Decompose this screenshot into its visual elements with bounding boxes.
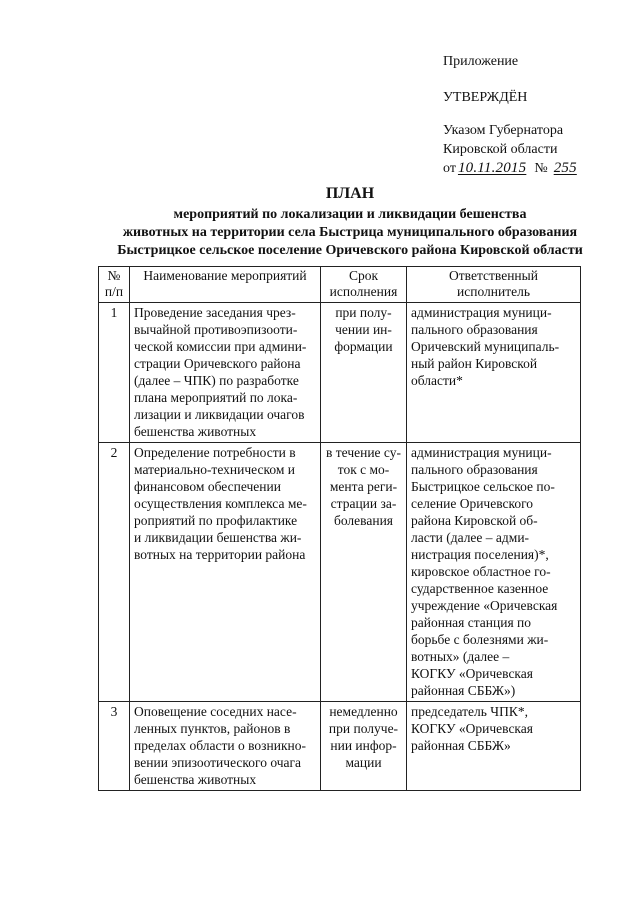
cell-line: немедленно	[329, 704, 398, 719]
cell-line: Наименование мероприятий	[143, 268, 307, 283]
cell-line: учреждение «Оричевская	[411, 598, 558, 613]
cell-line: Оричевский муниципаль-	[411, 339, 560, 354]
cell-line: Определение потребности в	[134, 445, 296, 460]
decree-number: 255	[553, 160, 577, 176]
table-row	[99, 443, 581, 702]
plan-subtitle-line-3: Быстрицкое сельское поселение Оричевского района Кировской области	[117, 243, 583, 258]
row-activity	[130, 303, 321, 443]
from-label: от	[443, 161, 456, 176]
row-activity	[130, 443, 321, 702]
cell-line: Проведение заседания чрез-	[134, 305, 296, 320]
cell-line: вычайной противоэпизооти-	[134, 322, 298, 337]
cell-line: и ликвидации бешенства жи-	[134, 530, 302, 545]
cell-line: формации	[334, 339, 393, 354]
cell-line: при полу-	[335, 305, 392, 320]
cell-line: нии инфор-	[330, 738, 397, 753]
cell-line: Ответственный	[449, 268, 538, 283]
header-exec	[407, 267, 581, 303]
cell-line: администрация муници-	[411, 445, 552, 460]
plan-table	[98, 266, 581, 791]
plan-subtitle-line-2: животных на территории села Быстрица муниципального образования	[122, 225, 578, 240]
cell-line: кировское областное го-	[411, 564, 551, 579]
cell-line: мента реги-	[329, 479, 398, 494]
cell-line: материально-техническом и	[134, 462, 295, 477]
appendix-label: Приложение	[443, 54, 519, 69]
cell-line: бешенства животных	[134, 772, 257, 787]
cell-line: пределах области о возникно-	[134, 738, 306, 753]
cell-line: исполнитель	[457, 284, 530, 299]
cell-line: ленных пунктов, районов в	[134, 721, 291, 736]
cell-line: бешенства животных	[134, 424, 257, 439]
decree-date-number	[443, 159, 577, 178]
cell-line: Срок	[348, 268, 379, 283]
cell-line: лизации и ликвидации очагов	[134, 407, 305, 422]
row-term	[321, 443, 407, 702]
cell-line: (далее – ЧПК) по разработке	[134, 373, 299, 388]
plan-heading: ПЛАН	[325, 185, 375, 202]
approved-label: УТВЕРЖДЁН	[443, 90, 528, 105]
row-executor	[407, 443, 581, 702]
cell-line: администрация муници-	[411, 305, 552, 320]
header-term	[321, 267, 407, 303]
approval-block	[443, 52, 577, 178]
cell-line: ласти (далее – адми-	[411, 530, 530, 545]
plan-title-block	[60, 184, 640, 260]
cell-line: ческой комиссии при админи-	[134, 339, 307, 354]
cell-line: ток с мо-	[337, 462, 390, 477]
table-row	[99, 303, 581, 443]
row-activity	[130, 702, 321, 791]
row-number: 2	[99, 443, 130, 702]
cell-line: мации	[345, 755, 382, 770]
cell-line: в течение су-	[326, 445, 401, 460]
cell-line: страции за-	[330, 496, 397, 511]
cell-line: осуществления комплекса ме-	[134, 496, 307, 511]
cell-line: вении эпизоотического очага	[134, 755, 302, 770]
cell-line: вотных на территории района	[134, 547, 306, 562]
cell-line: страции Оричевского района	[134, 356, 301, 371]
cell-line: болевания	[333, 513, 394, 528]
cell-line: вотных» (далее –	[411, 649, 510, 664]
cell-line: пального образования	[411, 462, 538, 477]
cell-line: борьбе с болезнями жи-	[411, 632, 549, 647]
cell-line: сударственное казенное	[411, 581, 549, 596]
cell-line: Быстрицкое сельское по-	[411, 479, 555, 494]
decree-date: 10.11.2015	[457, 160, 527, 176]
cell-line: финансовом обеспечении	[134, 479, 281, 494]
cell-line: Оповещение соседних насе-	[134, 704, 297, 719]
plan-subtitle-line-1: мероприятий по локализации и ликвидации бешенства	[173, 207, 527, 222]
cell-line: п/п	[104, 284, 124, 299]
number-label: №	[534, 161, 548, 176]
cell-line: председатель ЧПК*,	[411, 704, 528, 719]
decree-line-1: Указом Губернатора	[443, 123, 564, 138]
header-name	[130, 267, 321, 303]
decree-line-2: Кировской области	[443, 142, 558, 157]
cell-line: нистрация поселения)*,	[411, 547, 549, 562]
cell-line: районная СББЖ»)	[411, 683, 516, 698]
table-row	[99, 702, 581, 791]
cell-line: области*	[411, 373, 463, 388]
row-term	[321, 303, 407, 443]
table-header-row	[99, 267, 581, 303]
row-number: 3	[99, 702, 130, 791]
cell-line: №	[107, 268, 121, 283]
header-num	[99, 267, 130, 303]
cell-line: КОГКУ «Оричевская	[411, 666, 533, 681]
cell-line: плана мероприятий по лока-	[134, 390, 298, 405]
cell-line: ный район Кировской	[411, 356, 538, 371]
cell-line: районная станция по	[411, 615, 532, 630]
row-executor	[407, 303, 581, 443]
cell-line: районная СББЖ»	[411, 738, 511, 753]
row-term	[321, 702, 407, 791]
cell-line: роприятий по профилактике	[134, 513, 298, 528]
cell-line: селение Оричевского	[411, 496, 534, 511]
cell-line: исполнения	[329, 284, 398, 299]
cell-line: чении ин-	[335, 322, 392, 337]
row-number: 1	[99, 303, 130, 443]
cell-line: пального образования	[411, 322, 538, 337]
cell-line: КОГКУ «Оричевская	[411, 721, 533, 736]
row-executor	[407, 702, 581, 791]
cell-line: при получе-	[328, 721, 399, 736]
cell-line: района Кировской об-	[411, 513, 538, 528]
